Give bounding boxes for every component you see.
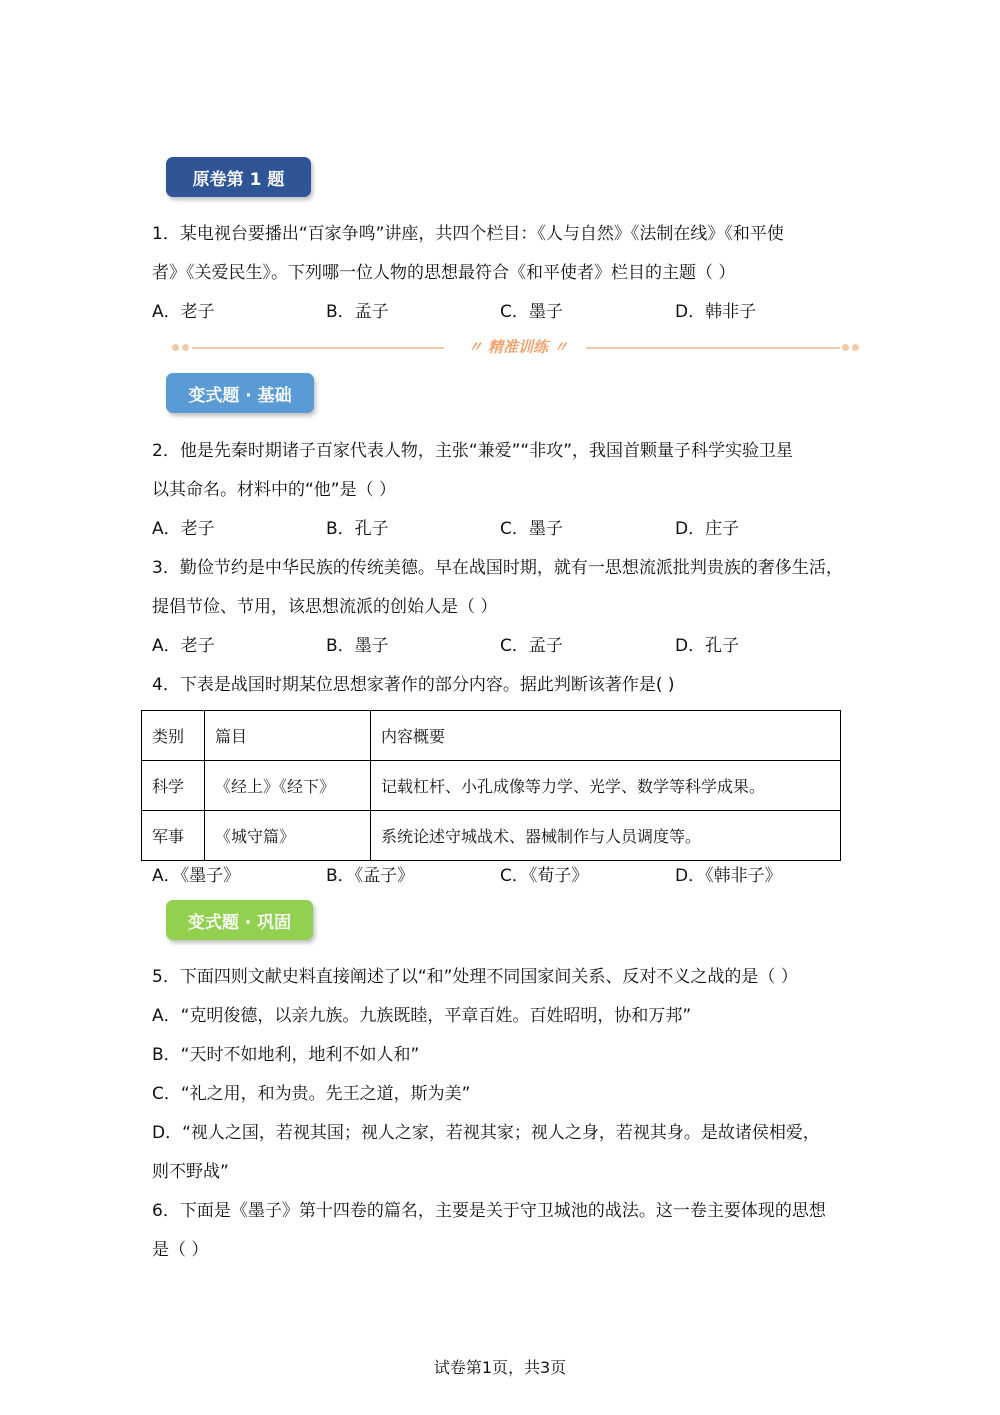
badge-basic-label: 变式题 · 基础	[188, 385, 292, 406]
q1-option-c: C．墨子	[500, 302, 563, 322]
q2-option-b: B．孔子	[326, 519, 389, 539]
badge-original-label: 原卷第 1 题	[192, 169, 285, 190]
q1-stem-line2: 者》《关爱民生》。下列哪一位人物的思想最符合《和平使者》栏目的主题（ ）	[152, 263, 736, 283]
table-cell: 《经上》《经下》	[205, 761, 371, 811]
q4-option-c: C．《荀子》	[500, 866, 589, 886]
q1-option-d: D．韩非子	[675, 302, 757, 322]
divider-slash-icon: 〃	[553, 338, 569, 356]
table-header-row	[142, 711, 841, 761]
q5-option-a: A．“克明俊德，以亲九族。九族既睦，平章百姓。百姓昭明，协和万邦”	[152, 1006, 692, 1026]
q5-stem: 5．下面四则文献史料直接阐述了以“和”处理不同国家间关系、反对不义之战的是（ ）	[152, 967, 798, 987]
q2-option-a: A．老子	[152, 519, 215, 539]
q4-table	[141, 710, 841, 861]
divider-line-right	[586, 347, 840, 349]
table-cell: 记载杠杆、小孔成像等力学、光学、数学等科学成果。	[371, 761, 841, 811]
q4-option-d: D．《韩非子》	[675, 866, 782, 886]
table-row	[142, 761, 841, 811]
q2-option-d: D．庄子	[675, 519, 740, 539]
badge-consolidate-variant	[166, 900, 313, 940]
q2-option-c: C．墨子	[500, 519, 563, 539]
q3-stem-line2: 提倡节俭、节用，该思想流派的创始人是（ ）	[152, 597, 498, 617]
q5-option-d-line1: D．“视人之国，若视其国；视人之家，若视其家；视人之身，若视其身。是故诸侯相爱，	[152, 1123, 820, 1143]
table-cell: 科学	[142, 761, 205, 811]
divider-dot-right	[842, 344, 849, 351]
table-header-cell: 类别	[142, 711, 205, 761]
q5-option-d-line2: 则不野战”	[152, 1162, 229, 1182]
q3-option-d: D．孔子	[675, 636, 740, 656]
divider-label: 〃 精准训练 〃	[467, 338, 569, 356]
divider-slash-icon: 〃	[467, 338, 483, 356]
badge-consolidate-label: 变式题 · 巩固	[187, 912, 292, 933]
q1-stem-line1: 1．某电视台要播出“百家争鸣”讲座，共四个栏目：《人与自然》《法制在线》《和平使	[152, 224, 784, 244]
divider-dot-left-2	[182, 344, 189, 351]
q5-option-b: B．“天时不如地利，地利不如人和”	[152, 1045, 420, 1065]
table-cell: 军事	[142, 811, 205, 861]
page-footer: 试卷第1页，共3页	[433, 1358, 567, 1377]
q2-stem-line2: 以其命名。材料中的“他”是（ ）	[152, 480, 397, 500]
q5-option-c: C．“礼之用，和为贵。先王之道，斯为美”	[152, 1084, 471, 1104]
q3-stem-line1: 3．勤俭节约是中华民族的传统美德。早在战国时期，就有一思想流派批判贵族的奢侈生活，	[152, 558, 843, 578]
q1-option-b: B．孟子	[326, 302, 389, 322]
table-cell: 《城守篇》	[205, 811, 371, 861]
q1-option-a: A．老子	[152, 302, 215, 322]
divider-dot-left	[172, 344, 179, 351]
q4-option-b: B．《孟子》	[326, 866, 415, 886]
q4-stem: 4．下表是战国时期某位思想家著作的部分内容。据此判断该著作是( )	[152, 675, 675, 695]
badge-basic-variant	[166, 373, 314, 413]
q6-stem-line1: 6．下面是《墨子》第十四卷的篇名，主要是关于守卫城池的战法。这一卷主要体现的思想	[152, 1201, 826, 1221]
divider-dot-right-2	[852, 344, 859, 351]
badge-original-question	[166, 157, 311, 197]
q3-option-a: A．老子	[152, 636, 215, 656]
q4-option-a: A．《墨子》	[152, 866, 241, 886]
q2-stem-line1: 2．他是先秦时期诸子百家代表人物，主张“兼爱”“非攻”，我国首颗量子科学实验卫星	[152, 441, 794, 461]
q6-stem-line2: 是（ ）	[152, 1240, 209, 1260]
table-row	[142, 811, 841, 861]
table-header-cell: 篇目	[205, 711, 371, 761]
q3-option-c: C．孟子	[500, 636, 563, 656]
table-header-cell: 内容概要	[371, 711, 841, 761]
q3-option-b: B．墨子	[326, 636, 389, 656]
divider-line-left	[192, 347, 444, 349]
table-cell: 系统论述守城战术、器械制作与人员调度等。	[371, 811, 841, 861]
